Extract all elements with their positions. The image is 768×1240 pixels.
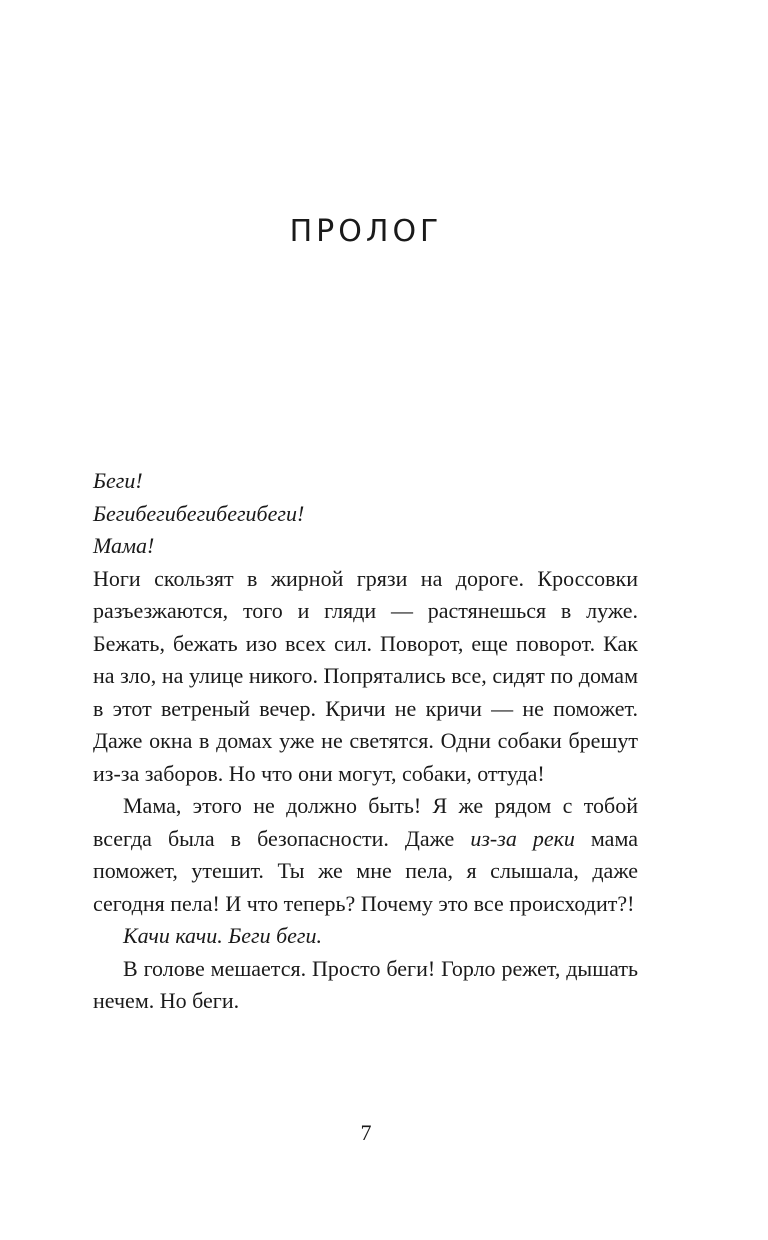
chapter-title: ПРОЛОГ: [289, 214, 443, 249]
page-number: 7: [360, 1120, 372, 1145]
paragraph-text: мама поможет, утешит. Ты же мне пела, я слышала, даже сегодня пела! И что теперь? Почему это все происходит?!: [93, 825, 638, 916]
italic-line: Беги!: [93, 468, 143, 493]
paragraph-text: Мама, этого не должно быть! Я же рядом с тобой всегда была в безопасности. Даже: [93, 793, 638, 851]
italic-line: Мама!: [93, 533, 155, 558]
paragraph: [93, 790, 638, 920]
paragraph: В голове мешается. Просто беги! Горло режет, дышать нечем. Но беги.: [93, 955, 638, 1013]
italic-phrase: из-за реки: [470, 825, 575, 851]
italic-line: Бегибегибегибегибеги!: [93, 500, 305, 526]
italic-paragraph: Качи качи. Беги беги.: [123, 923, 322, 948]
paragraph: Ноги скользят в жирной грязи на дороге. Кроссовки разъезжаются, того и гляди — растянешься в луже. Бежать, бежать изо всех сил. Поворот, еще поворот. Как на зло, на улице никого. Попрятались все, сидят по домам в этот ветреный вечер. Кричи не кричи — не поможет. Даже окна в домах уже не светятся. Одни собаки брешут из-за заборов. Но что они могут, собаки, оттуда!: [93, 565, 638, 786]
chapter-text: [93, 465, 638, 1018]
